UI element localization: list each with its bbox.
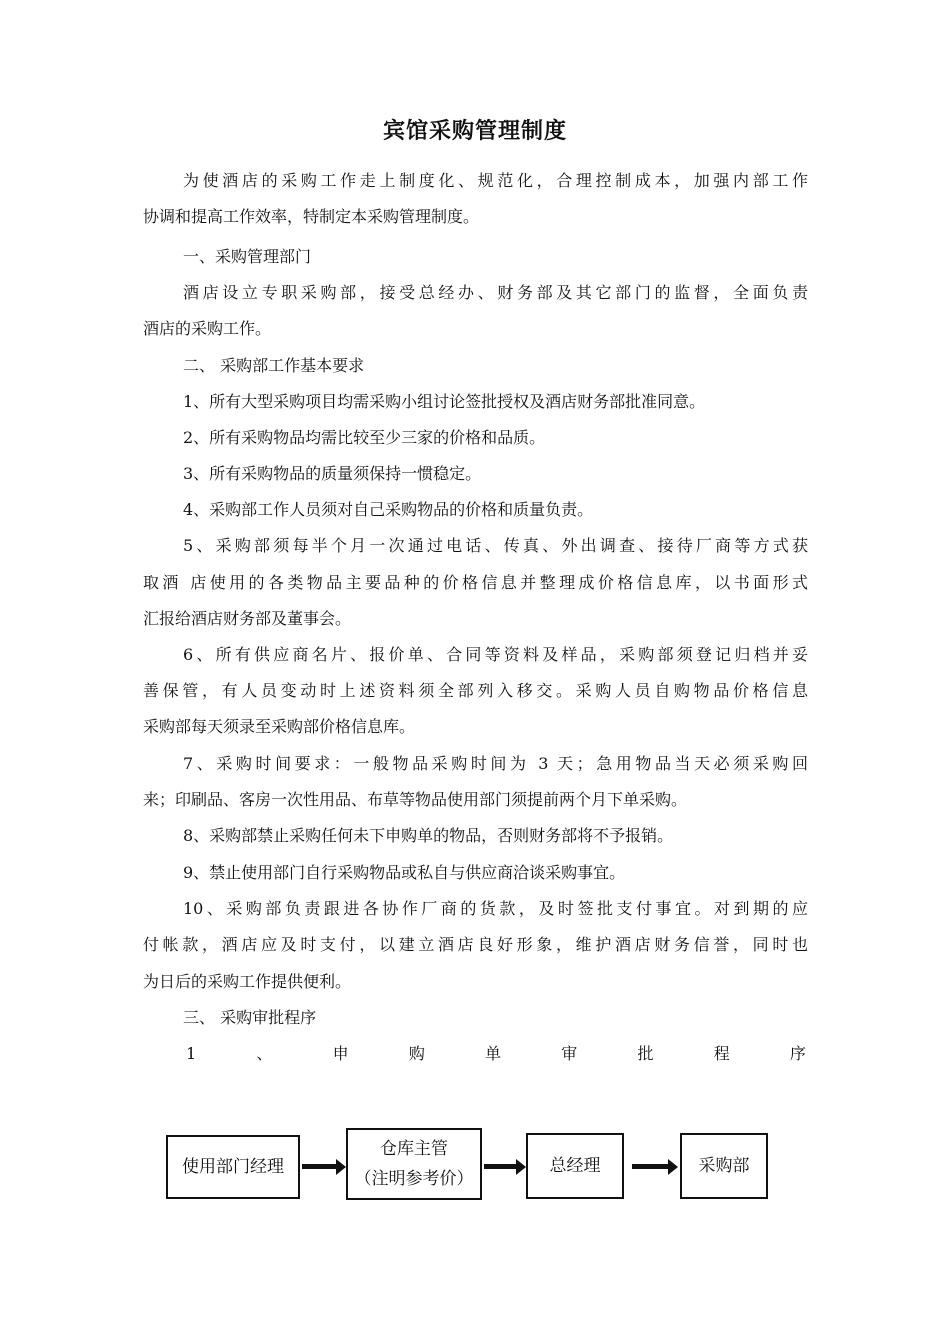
section-2-item-6-line-2: 善保管，有人员变动时上述资料须全部列入移交。采购人员自购物品价格信息 [143, 681, 808, 700]
sub-1-char: 序 [789, 1044, 806, 1063]
section-3-heading: 三、 采购审批程序 [183, 1008, 317, 1027]
sub-1-char: 1 [186, 1044, 197, 1063]
section-1-heading: 一、采购管理部门 [183, 247, 312, 266]
section-2-item-5-line-2: 取酒 店使用的各类物品主要品种的价格信息并整理成价格信息库，以书面形式 [143, 573, 808, 592]
flow-box-warehouse-supervisor [346, 1128, 482, 1200]
section-2-item-2: 2、所有采购物品均需比较至少三家的价格和品质。 [183, 428, 546, 447]
section-3-sub-1-heading [186, 1036, 806, 1073]
section-2-item-5-line-3: 汇报给酒店财务部及董事会。 [143, 609, 352, 628]
section-2-item-8: 8、采购部禁止采购任何未下申购单的物品，否则财务部将不予报销。 [183, 826, 674, 845]
arrow-right-icon [484, 1163, 526, 1171]
sub-1-char: 申 [332, 1044, 349, 1063]
flow-box-label: 使用部门经理 [182, 1157, 284, 1177]
section-2-item-4: 4、采购部工作人员须对自己采购物品的价格和质量负责。 [183, 500, 594, 519]
section-2-item-7-line-1: 7、采购时间要求：一般物品采购时间为 3 天；急用物品当天必须采购回 [183, 754, 808, 773]
section-2-item-6-line-3: 采购部每天须录至采购部价格信息库。 [143, 717, 416, 736]
intro-line-1: 为使酒店的采购工作走上制度化、规范化，合理控制成本，加强内部工作 [183, 171, 808, 190]
sub-1-char: 程 [713, 1044, 730, 1063]
flow-box-purchasing-dept [680, 1133, 768, 1199]
section-2-heading: 二、 采购部工作基本要求 [183, 356, 365, 375]
section-2-item-9: 9、禁止使用部门自行采购物品或私自与供应商洽谈采购事宜。 [183, 863, 626, 882]
sub-1-char: 单 [485, 1044, 502, 1063]
arrow-right-icon [632, 1163, 678, 1171]
section-2-item-6-line-1: 6、所有供应商名片、报价单、合同等资料及样品，采购部须登记归档并妥 [183, 645, 808, 664]
sub-1-char: 、 [256, 1044, 273, 1063]
section-2-item-10-line-1: 10、采购部负责跟进各协作厂商的货款，及时签批支付事宜。对到期的应 [183, 899, 808, 918]
flow-box-label: 采购部 [698, 1156, 750, 1176]
flow-box-general-manager [526, 1133, 624, 1199]
section-2-item-10-line-2: 付帐款，酒店应及时支付，以建立酒店良好形象，维护酒店财务信誉，同时也 [143, 935, 808, 954]
section-2-item-1: 1、所有大型采购项目均需采购小组讨论签批授权及酒店财务部批准同意。 [183, 392, 706, 411]
section-2-item-5-line-1: 5、采购部须每半个月一次通过电话、传真、外出调查、接待厂商等方式获 [183, 536, 808, 555]
sub-1-char: 购 [408, 1044, 425, 1063]
flow-box-label: 仓库主管 [380, 1139, 448, 1159]
section-2-item-7-line-2: 来；印刷品、客房一次性用品、布草等物品使用部门须提前两个月下单采购。 [143, 790, 688, 809]
section-1-text-line-1: 酒店设立专职采购部，接受总经办、财务部及其它部门的监督，全面负责 [183, 283, 808, 302]
sub-1-char: 审 [561, 1044, 578, 1063]
section-2-item-3: 3、所有采购物品的质量须保持一惯稳定。 [183, 464, 482, 483]
intro-line-2: 协调和提高工作效率，特制定本采购管理制度。 [143, 207, 480, 226]
document-title: 宾馆采购管理制度 [382, 119, 567, 144]
flow-box-department-manager [166, 1135, 300, 1199]
flow-box-sublabel: （注明参考价） [354, 1169, 474, 1189]
flow-box-label: 总经理 [549, 1156, 601, 1176]
section-1-text-line-2: 酒店的采购工作。 [143, 319, 272, 338]
arrow-right-icon [302, 1163, 346, 1171]
approval-flowchart [0, 1128, 950, 1208]
sub-1-char: 批 [637, 1044, 654, 1063]
section-2-item-10-line-3: 为日后的采购工作提供便利。 [143, 972, 352, 991]
